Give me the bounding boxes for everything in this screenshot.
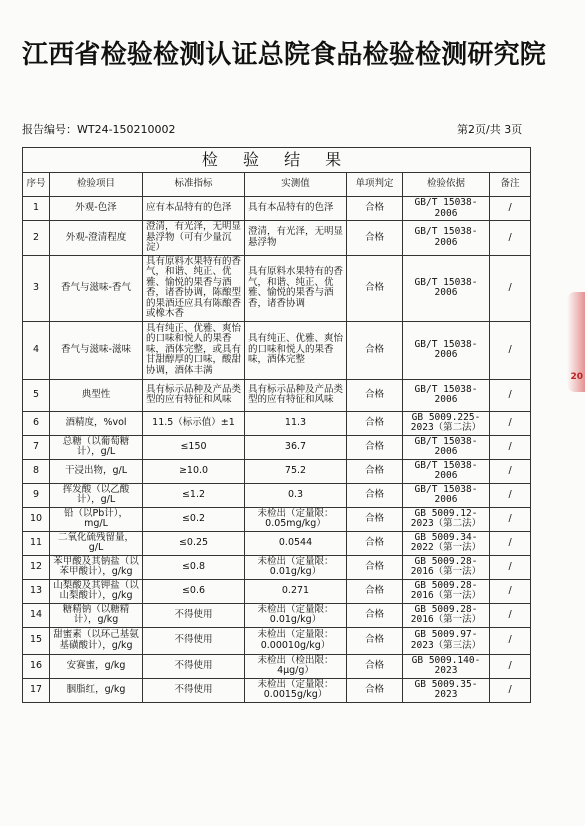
test-item: 香气与滋味-香气 bbox=[50, 255, 143, 321]
table-row bbox=[23, 507, 531, 531]
test-item: 酒精度，%vol bbox=[50, 411, 143, 435]
test-method: GB 5009.35-2023 bbox=[403, 678, 490, 702]
table-row bbox=[23, 379, 531, 411]
remark: / bbox=[490, 627, 531, 654]
row-number: 2 bbox=[23, 221, 50, 256]
standard-value: 澄清，有光泽，无明显悬浮物（可有少量沉淀） bbox=[143, 221, 245, 256]
standard-value: 不得使用 bbox=[143, 654, 245, 678]
measured-value: 未检出（定量限：0.0015g/kg） bbox=[245, 678, 347, 702]
test-method: GB/T 15038-2006 bbox=[403, 483, 490, 507]
test-method: GB 5009.97-2023（第三法） bbox=[403, 627, 490, 654]
test-method: GB/T 15038-2006 bbox=[403, 379, 490, 411]
standard-value: ≥10.0 bbox=[143, 459, 245, 483]
measured-value: 未检出（检出限：4μg/g） bbox=[245, 654, 347, 678]
row-number: 16 bbox=[23, 654, 50, 678]
judgement: 合格 bbox=[347, 197, 403, 221]
test-item: 苯甲酸及其钠盐（以苯甲酸计），g/kg bbox=[50, 555, 143, 579]
test-item: 安赛蜜，g/kg bbox=[50, 654, 143, 678]
judgement: 合格 bbox=[347, 379, 403, 411]
row-number: 11 bbox=[23, 531, 50, 555]
table-row bbox=[23, 603, 531, 627]
standard-value: ≤0.25 bbox=[143, 531, 245, 555]
column-header: 序号 bbox=[23, 173, 50, 197]
test-item: 二氧化硫残留量，g/L bbox=[50, 531, 143, 555]
measured-value: 具有原料水果特有的香气，和谐、纯正、优雅、愉悦的果香与酒香，诸香协调 bbox=[245, 255, 347, 321]
remark: / bbox=[490, 603, 531, 627]
remark: / bbox=[490, 579, 531, 603]
standard-value: 不得使用 bbox=[143, 603, 245, 627]
row-number: 8 bbox=[23, 459, 50, 483]
standard-value: ≤150 bbox=[143, 435, 245, 459]
measured-value: 0.3 bbox=[245, 483, 347, 507]
test-method: GB 5009.28-2016（第一法） bbox=[403, 603, 490, 627]
column-header: 检验依据 bbox=[403, 173, 490, 197]
row-number: 1 bbox=[23, 197, 50, 221]
table-row bbox=[23, 678, 531, 702]
table-row bbox=[23, 411, 531, 435]
test-method: GB 5009.28-2016（第一法） bbox=[403, 555, 490, 579]
measured-value: 0.271 bbox=[245, 579, 347, 603]
standard-value: ≤0.6 bbox=[143, 579, 245, 603]
measured-value: 未检出（定量限：0.05mg/kg） bbox=[245, 507, 347, 531]
test-item: 糖精钠（以糖精计），g/kg bbox=[50, 603, 143, 627]
judgement: 合格 bbox=[347, 435, 403, 459]
measured-value: 0.0544 bbox=[245, 531, 347, 555]
table-row bbox=[23, 435, 531, 459]
judgement: 合格 bbox=[347, 221, 403, 256]
standard-value: 具有标示品种及产品类型的应有特征和风味 bbox=[143, 379, 245, 411]
measured-value: 未检出（定量限：0.01g/kg） bbox=[245, 603, 347, 627]
standard-value: ≤1.2 bbox=[143, 483, 245, 507]
table-row bbox=[23, 459, 531, 483]
table-header-row bbox=[23, 173, 531, 197]
judgement: 合格 bbox=[347, 579, 403, 603]
measured-value: 未检出（定量限：0.01g/kg） bbox=[245, 555, 347, 579]
judgement: 合格 bbox=[347, 507, 403, 531]
judgement: 合格 bbox=[347, 654, 403, 678]
judgement: 合格 bbox=[347, 255, 403, 321]
test-item: 甜蜜素（以环己基氨基磺酸计），g/kg bbox=[50, 627, 143, 654]
standard-value: 11.5（标示值）±1 bbox=[143, 411, 245, 435]
test-method: GB/T 15038-2006 bbox=[403, 459, 490, 483]
remark: / bbox=[490, 411, 531, 435]
test-item: 胭脂红，g/kg bbox=[50, 678, 143, 702]
judgement: 合格 bbox=[347, 459, 403, 483]
table-title: 检 验 结 果 bbox=[23, 148, 531, 173]
remark: / bbox=[490, 435, 531, 459]
table-row bbox=[23, 255, 531, 321]
row-number: 17 bbox=[23, 678, 50, 702]
stamp-fragment-text: 20 bbox=[570, 372, 583, 382]
test-method: GB 5009.12-2023（第二法） bbox=[403, 507, 490, 531]
test-method: GB/T 15038-2006 bbox=[403, 221, 490, 256]
test-method: GB/T 15038-2006 bbox=[403, 197, 490, 221]
remark: / bbox=[490, 531, 531, 555]
test-item: 山梨酸及其钾盐（以山梨酸计），g/kg bbox=[50, 579, 143, 603]
table-row bbox=[23, 531, 531, 555]
row-number: 4 bbox=[23, 321, 50, 379]
test-method: GB 5009.140-2023 bbox=[403, 654, 490, 678]
table-body bbox=[23, 197, 531, 703]
table-row bbox=[23, 483, 531, 507]
remark: / bbox=[490, 197, 531, 221]
measured-value: 36.7 bbox=[245, 435, 347, 459]
row-number: 14 bbox=[23, 603, 50, 627]
row-number: 15 bbox=[23, 627, 50, 654]
measured-value: 澄清，有光泽，无明显悬浮物 bbox=[245, 221, 347, 256]
table-row bbox=[23, 579, 531, 603]
measured-value: 具有标示品种及产品类型的应有特征和风味 bbox=[245, 379, 347, 411]
row-number: 10 bbox=[23, 507, 50, 531]
standard-value: 不得使用 bbox=[143, 678, 245, 702]
test-item: 铅（以Pb计），mg/L bbox=[50, 507, 143, 531]
row-number: 12 bbox=[23, 555, 50, 579]
remark: / bbox=[490, 507, 531, 531]
standard-value: 具有纯正、优雅、爽怡的口味和悦人的果香味，酒体完整，或具有甘甜醇厚的口味，酸甜协调，酒体丰满 bbox=[143, 321, 245, 379]
column-header: 标准指标 bbox=[143, 173, 245, 197]
test-item: 外观-色泽 bbox=[50, 197, 143, 221]
row-number: 5 bbox=[23, 379, 50, 411]
row-number: 13 bbox=[23, 579, 50, 603]
test-method: GB/T 15038-2006 bbox=[403, 321, 490, 379]
test-item: 香气与滋味-滋味 bbox=[50, 321, 143, 379]
standard-value: 应有本品特有的色泽 bbox=[143, 197, 245, 221]
remark: / bbox=[490, 321, 531, 379]
judgement: 合格 bbox=[347, 603, 403, 627]
column-header: 单项判定 bbox=[347, 173, 403, 197]
measured-value: 未检出（定量限：0.00010g/kg） bbox=[245, 627, 347, 654]
table-row bbox=[23, 321, 531, 379]
remark: / bbox=[490, 459, 531, 483]
remark: / bbox=[490, 678, 531, 702]
column-header: 检验项目 bbox=[50, 173, 143, 197]
judgement: 合格 bbox=[347, 483, 403, 507]
measured-value: 75.2 bbox=[245, 459, 347, 483]
judgement: 合格 bbox=[347, 531, 403, 555]
report-number: 报告编号：WT24-150210002 bbox=[22, 123, 176, 136]
judgement: 合格 bbox=[347, 411, 403, 435]
test-item: 挥发酸（以乙酸计），g/L bbox=[50, 483, 143, 507]
test-method: GB 5009.28-2016（第一法） bbox=[403, 579, 490, 603]
page-indicator: 第2页/共 3页 bbox=[457, 123, 523, 136]
test-method: GB/T 15038-2006 bbox=[403, 255, 490, 321]
table-row bbox=[23, 221, 531, 256]
table-row bbox=[23, 627, 531, 654]
table-row bbox=[23, 654, 531, 678]
remark: / bbox=[490, 379, 531, 411]
measured-value: 11.3 bbox=[245, 411, 347, 435]
standard-value: 具有原料水果特有的香气，和谐、纯正、优雅、愉悦的果香与酒香，诸香协调，陈酿型的果酒还应具有陈酿香或橡木香 bbox=[143, 255, 245, 321]
remark: / bbox=[490, 483, 531, 507]
test-method: GB 5009.225-2023（第二法） bbox=[403, 411, 490, 435]
remark: / bbox=[490, 255, 531, 321]
institution-title: 江西省检验检测认证总院食品检验检测研究院 bbox=[22, 40, 547, 70]
standard-value: 不得使用 bbox=[143, 627, 245, 654]
row-number: 9 bbox=[23, 483, 50, 507]
results-table bbox=[22, 147, 531, 703]
remark: / bbox=[490, 654, 531, 678]
row-number: 6 bbox=[23, 411, 50, 435]
remark: / bbox=[490, 555, 531, 579]
remark: / bbox=[490, 221, 531, 256]
standard-value: ≤0.2 bbox=[143, 507, 245, 531]
table-row bbox=[23, 555, 531, 579]
table-row bbox=[23, 197, 531, 221]
test-item: 外观-澄清程度 bbox=[50, 221, 143, 256]
judgement: 合格 bbox=[347, 627, 403, 654]
measured-value: 具有纯正、优雅、爽怡的口味和悦人的果香味，酒体完整 bbox=[245, 321, 347, 379]
column-header: 实测值 bbox=[245, 173, 347, 197]
test-item: 总糖（以葡萄糖计），g/L bbox=[50, 435, 143, 459]
row-number: 7 bbox=[23, 435, 50, 459]
test-method: GB/T 15038-2006 bbox=[403, 435, 490, 459]
row-number: 3 bbox=[23, 255, 50, 321]
judgement: 合格 bbox=[347, 678, 403, 702]
judgement: 合格 bbox=[347, 555, 403, 579]
column-header: 备注 bbox=[490, 173, 531, 197]
test-item: 典型性 bbox=[50, 379, 143, 411]
test-item: 干浸出物，g/L bbox=[50, 459, 143, 483]
standard-value: ≤0.8 bbox=[143, 555, 245, 579]
judgement: 合格 bbox=[347, 321, 403, 379]
test-method: GB 5009.34-2022（第一法） bbox=[403, 531, 490, 555]
measured-value: 具有本品特有的色泽 bbox=[245, 197, 347, 221]
seal-stamp-fragment bbox=[567, 292, 585, 392]
